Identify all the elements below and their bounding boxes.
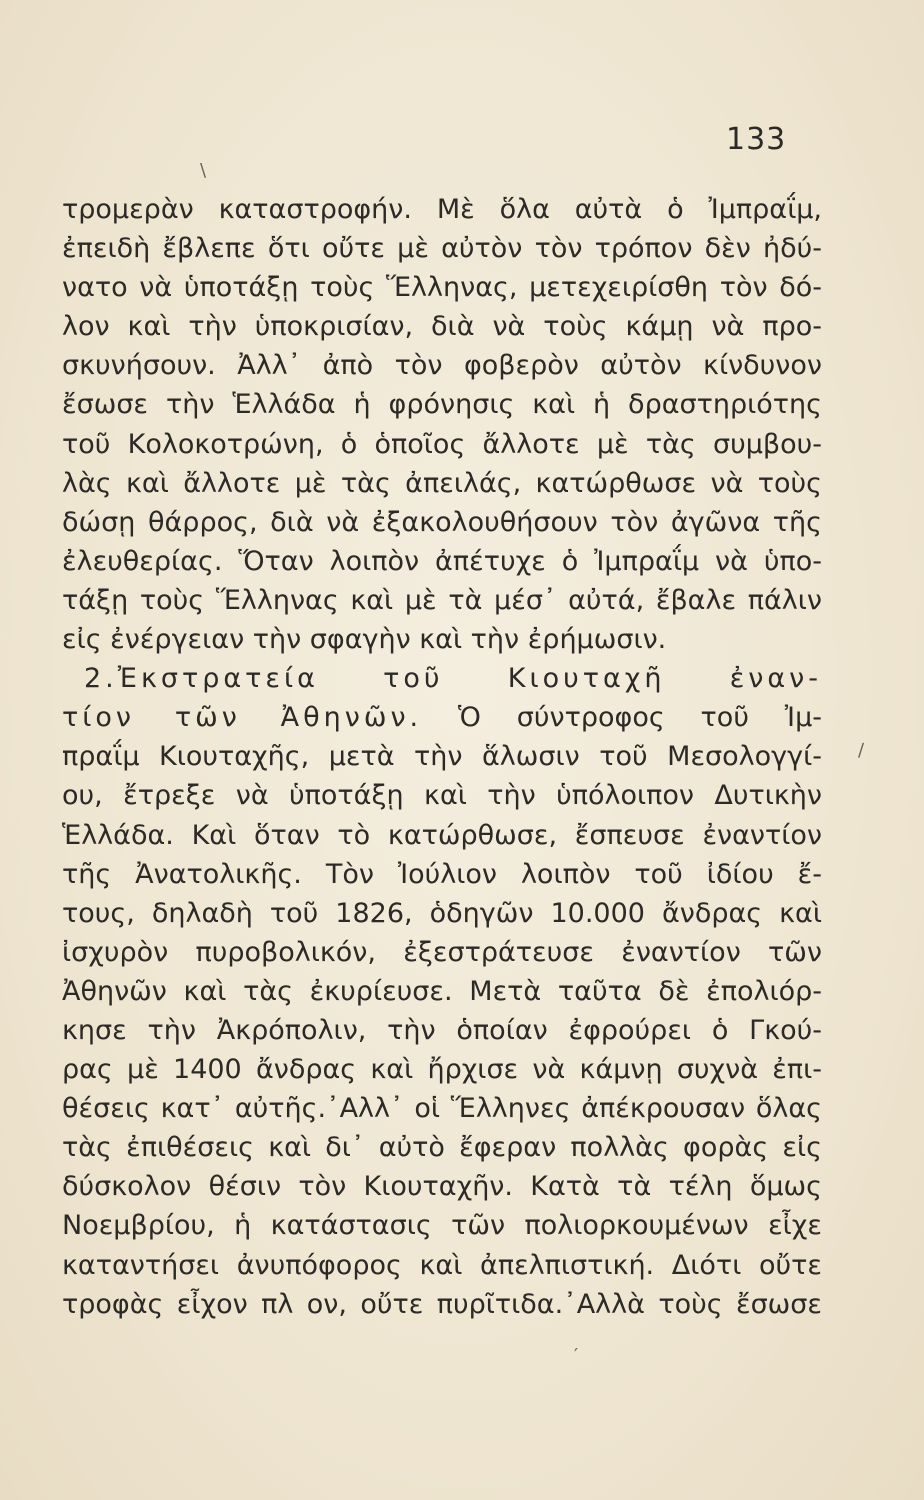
text-line: Ἑλλάδα. Καὶ ὅταν τὸ κατώρθωσε, ἔσπευσε ἐναντίον (62, 819, 822, 851)
text-line: ρας μὲ 1400 ἄνδρας καὶ ἤρχισε νὰ κάμνῃ συχνὰ ἐπι- (62, 1054, 822, 1086)
text-line: Νοεμβρίου, ἡ κατάστασις τῶν πολιορκουμένων εἶχε (62, 1210, 822, 1242)
text-line: πραΐμ Κιουταχῆς, μετὰ τὴν ἅλωσιν τοῦ Μεσολογγί- (62, 741, 822, 773)
text-line: δώσῃ θάρρος, διὰ νὰ ἐξακολουθήσουν τὸν ἀγῶνα τῆς (62, 506, 822, 538)
stray-mark: ∕ (858, 740, 865, 761)
text-line: ἰσχυρὸν πυροβολικόν, ἐξεστράτευσε ἐναντίον τῶν (62, 936, 822, 968)
page-number: 133 (726, 122, 787, 157)
text-line: τους, δηλαδὴ τοῦ 1826, ὁδηγῶν 10.000 ἄνδρας καὶ (62, 897, 822, 929)
stray-mark: \ (200, 160, 207, 181)
text-line: σκυνήσουν. Ἀλλ᾿ ἀπὸ τὸν φοβερὸν αὐτὸν κίνδυνον (62, 350, 822, 382)
stray-mark: ′ (574, 1345, 579, 1366)
section-heading-continued (62, 698, 822, 737)
text-line: θέσεις κατ᾿ αὐτῆς.᾿Αλλ᾿ οἱ Ἕλληνες ἀπέκρουσαν ὅλας (62, 1093, 822, 1125)
text-line: τροφὰς εἶχον πλ ον, οὔτε πυρῖτιδα.᾿Αλλὰ τοὺς ἔσωσε (62, 1288, 822, 1320)
text-line: εἰς ἐνέργειαν τὴν σφαγὴν καὶ τὴν ἐρήμωσιν. (62, 624, 667, 656)
text-line: δύσκολον θέσιν τὸν Κιουταχῆν. Κατὰ τὰ τέλη ὅμως (62, 1171, 822, 1203)
section-heading-end: τίον τῶν Ἀθηνῶν. (62, 702, 423, 734)
text-line: τρομερὰν καταστροφήν. Μὲ ὅλα αὐτὰ ὁ Ἰμπραΐμ, (62, 194, 822, 225)
body-text (62, 190, 822, 1324)
section-heading: 2.Ἐκστρατεία τοῦ Κιουταχῆ ἐναν- (84, 663, 822, 695)
text-line: καταντήσει ἀνυπόφορος καὶ ἀπελπιστική. Διότι οὔτε (62, 1249, 822, 1281)
text-line: Ὁ σύντροφος τοῦ Ἰμ- (458, 702, 822, 734)
text-line: Ἀθηνῶν καὶ τὰς ἐκυρίευσε. Μετὰ ταῦτα δὲ ἐπολιόρ- (62, 975, 822, 1007)
text-line: κησε τὴν Ἀκρόπολιν, τὴν ὁποίαν ἐφρούρει ὁ Γκού- (62, 1014, 822, 1046)
text-line: ἔσωσε τὴν Ἑλλάδα ἡ φρόνησις καὶ ἡ δραστηριότης (62, 389, 822, 421)
text-line: νατο νὰ ὑποτάξῃ τοὺς Ἕλληνας, μετεχειρίσθη τὸν δό- (62, 272, 822, 304)
text-line: ου, ἔτρεξε νὰ ὑποτάξῃ καὶ τὴν ὑπόλοιπον Δυτικὴν (62, 780, 822, 812)
text-line: ἐλευθερίας. Ὅταν λοιπὸν ἀπέτυχε ὁ Ἰμπραΐμ νὰ ὑπο- (62, 545, 822, 577)
text-line: λον καὶ τὴν ὑποκρισίαν, διὰ νὰ τοὺς κάμῃ νὰ προ- (62, 311, 822, 343)
text-line: τοῦ Κολοκοτρώνη, ὁ ὁποῖος ἄλλοτε μὲ τὰς συμβου- (62, 428, 822, 460)
text-line: τῆς Ἀνατολικῆς. Τὸν Ἰούλιον λοιπὸν τοῦ ἰδίου ἔ- (62, 858, 822, 890)
text-line: τάξῃ τοὺς Ἕλληνας καὶ μὲ τὰ μέσ᾿ αὐτά, ἔβαλε πάλιν (62, 584, 822, 616)
text-line: ἐπειδὴ ἔβλεπε ὅτι οὔτε μὲ αὐτὸν τὸν τρόπον δὲν ἠδύ- (62, 233, 822, 265)
text-line: τὰς ἐπιθέσεις καὶ δι᾿ αὐτὸ ἔφεραν πολλὰς φορὰς εἰς (62, 1132, 822, 1164)
text-line: λὰς καὶ ἄλλοτε μὲ τὰς ἀπειλάς, κατώρθωσε νὰ τοὺς (62, 467, 822, 499)
